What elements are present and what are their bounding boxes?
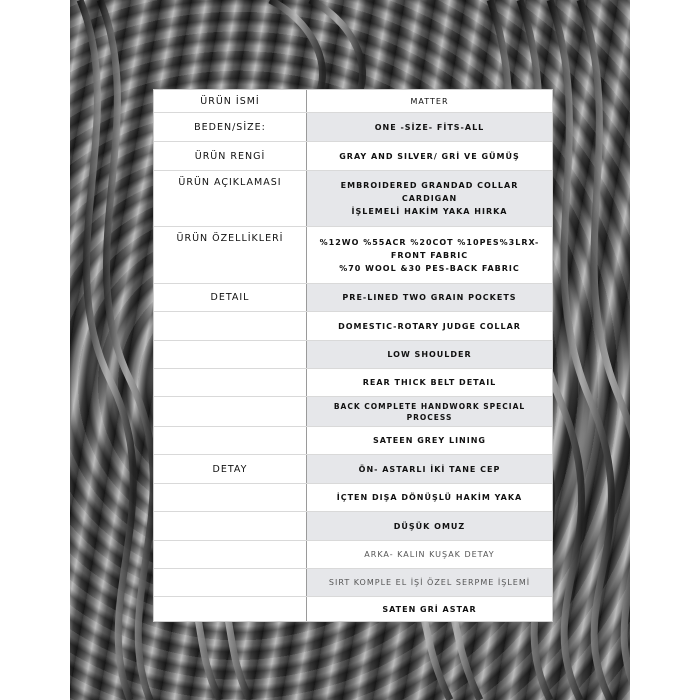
table-row <box>154 455 552 484</box>
row-label <box>154 427 307 454</box>
row-label <box>154 569 307 596</box>
row-value: ÖN- ASTARLI İKİ TANE CEP <box>307 455 552 483</box>
table-row <box>154 597 552 621</box>
row-value: BACK COMPLETE HANDWORK SPECIAL PROCESS <box>307 397 552 426</box>
table-row <box>154 171 552 227</box>
row-label <box>154 597 307 621</box>
row-label: BEDEN/SİZE: <box>154 113 307 141</box>
row-label: ÜRÜN ÖZELLİKLERİ <box>154 227 307 283</box>
table-row <box>154 541 552 569</box>
table-row <box>154 569 552 597</box>
table-row <box>154 484 552 512</box>
table-row <box>154 512 552 541</box>
row-label: ÜRÜN İSMİ <box>154 90 307 112</box>
table-row <box>154 341 552 369</box>
row-label <box>154 369 307 396</box>
row-label <box>154 484 307 511</box>
row-label <box>154 341 307 368</box>
row-value: %12WO %55ACR %20COT %10PES%3LRX- FRONT FABRIC %70 WOOL &30 PES-BACK FABRIC <box>319 237 540 273</box>
row-value: DÜŞÜK OMUZ <box>307 512 552 540</box>
table-row <box>154 113 552 142</box>
row-label: ÜRÜN AÇIKLAMASI <box>154 171 307 226</box>
row-value: İÇTEN DIŞA DÖNÜŞLÜ HAKİM YAKA <box>336 493 523 502</box>
table-row <box>154 312 552 341</box>
table-row <box>154 142 552 171</box>
row-value: EMBROIDERED GRANDAD COLLAR CARDIGAN İŞLEMELİ HAKİM YAKA HIRKA <box>307 171 552 226</box>
table-row <box>154 90 552 113</box>
row-value: GRAY AND SILVER/ GRİ VE GÜMÜŞ <box>339 151 520 161</box>
table-row <box>154 227 552 284</box>
row-label: DETAY <box>154 455 307 483</box>
row-value: ONE -SİZE- FİTS-ALL <box>307 113 552 141</box>
table-row <box>154 397 552 427</box>
row-value: SATEN GRİ ASTAR <box>382 604 477 614</box>
row-label: DETAIL <box>154 284 307 311</box>
row-value: PRE-LINED TWO GRAIN POCKETS <box>307 284 552 311</box>
table-row <box>154 369 552 397</box>
product-spec-table <box>153 89 553 622</box>
row-value: MATTER <box>410 96 449 106</box>
row-value: SIRT KOMPLE EL İŞİ ÖZEL SERPME İŞLEMİ <box>307 569 552 596</box>
row-value: LOW SHOULDER <box>307 341 552 368</box>
row-value: SATEEN GREY LINING <box>373 436 486 445</box>
row-value: ARKA- KALIN KUŞAK DETAY <box>364 550 495 559</box>
row-label <box>154 541 307 568</box>
table-row <box>154 427 552 455</box>
row-label <box>154 312 307 340</box>
row-label: ÜRÜN RENGİ <box>154 142 307 170</box>
row-label <box>154 397 307 426</box>
row-label <box>154 512 307 540</box>
table-row <box>154 284 552 312</box>
row-value: REAR THICK BELT DETAIL <box>362 378 497 387</box>
row-value: DOMESTIC-ROTARY JUDGE COLLAR <box>338 321 521 331</box>
